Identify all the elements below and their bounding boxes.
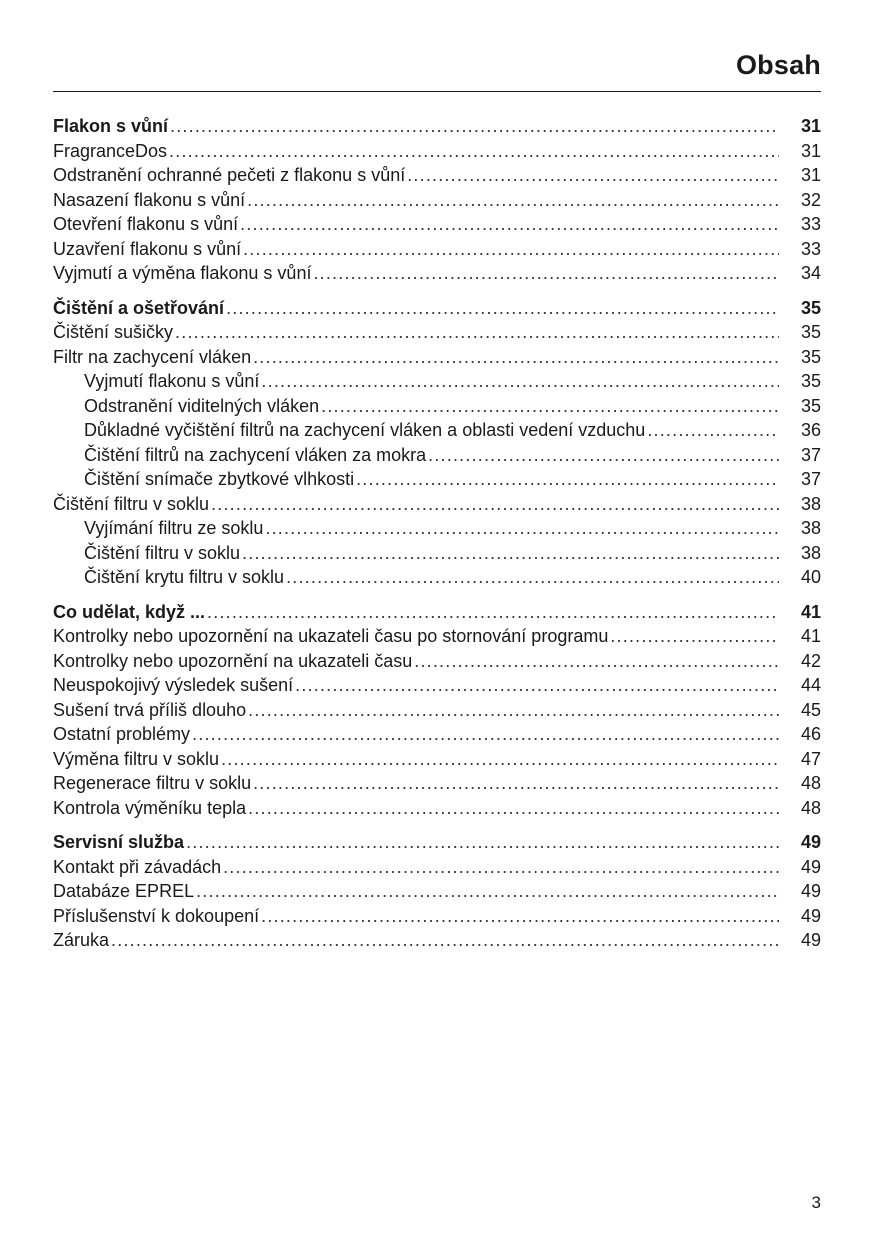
toc-entry-title: Kontrolky nebo upozornění na ukazateli času po stornování programu <box>53 626 609 646</box>
toc-dot-leader <box>248 698 779 723</box>
toc-entry-page: 48 <box>800 773 821 793</box>
toc-entry[interactable] <box>53 855 821 880</box>
toc-dot-leader <box>261 369 779 394</box>
toc-entry-title: Sušení trvá příliš dlouho <box>53 699 247 720</box>
toc-entry-title: Příslušenství k dokoupení <box>53 905 260 926</box>
toc-entry-title: Servisní služba <box>53 832 185 852</box>
toc-entry-page: 46 <box>800 724 821 744</box>
title-divider <box>53 91 821 92</box>
toc-section <box>53 296 821 590</box>
toc-dot-leader <box>407 163 779 188</box>
toc-dot-leader <box>321 394 779 419</box>
toc-dot-leader <box>253 771 779 796</box>
toc-entry-title: Výměna filtru v soklu <box>53 748 220 769</box>
page-number: 3 <box>811 1193 821 1212</box>
toc-entry-title: Uzavření flakonu s vůní <box>53 238 242 259</box>
toc-entry[interactable] <box>53 649 821 674</box>
toc-entry-title: Čištění snímače zbytkové vlhkosti <box>84 469 355 489</box>
toc-entry-page: 48 <box>800 797 821 818</box>
toc-entry[interactable] <box>53 237 821 262</box>
toc-entry-page: 37 <box>800 444 821 465</box>
toc-entry-title: Flakon s vůní <box>53 116 169 136</box>
toc-entry-page: 35 <box>800 395 821 416</box>
toc-dot-leader <box>175 320 779 345</box>
toc-dot-leader <box>192 722 779 747</box>
toc-entry-page: 41 <box>800 601 821 622</box>
toc-dot-leader <box>226 296 779 321</box>
toc-dot-leader <box>610 624 779 649</box>
toc-dot-leader <box>356 467 779 492</box>
toc-dot-leader <box>428 443 779 468</box>
toc-entry[interactable] <box>53 879 821 904</box>
toc-dot-leader <box>248 796 779 821</box>
toc-entry-page: 49 <box>800 881 821 901</box>
toc-entry-title: FragranceDos <box>53 140 168 161</box>
toc-entry-title: Kontrola výměníku tepla <box>53 797 247 818</box>
toc-entry-title: Čištění a ošetřování <box>53 297 225 318</box>
toc-entry-page: 38 <box>800 542 821 563</box>
toc-section <box>53 600 821 821</box>
toc-section-heading[interactable] <box>53 296 821 321</box>
toc-entry-title: Čištění sušičky <box>53 322 174 342</box>
toc-dot-leader <box>286 565 779 590</box>
toc-entry-page: 42 <box>800 650 821 671</box>
toc-entry-title: Důkladné vyčištění filtrů na zachycení vláken a oblasti vedení vzduchu <box>84 420 646 440</box>
toc-entry-title: Filtr na zachycení vláken <box>53 346 252 367</box>
toc-entry-page: 35 <box>800 346 821 367</box>
toc-entry-page: 31 <box>800 116 821 136</box>
toc-entry[interactable] <box>53 673 821 698</box>
toc-entry[interactable] <box>53 904 821 929</box>
toc-entry-page: 33 <box>800 238 821 259</box>
toc-entry[interactable] <box>53 369 821 394</box>
toc-entry-title: Otevření flakonu s vůní <box>53 214 239 234</box>
toc-dot-leader <box>223 855 779 880</box>
toc-entry-page: 41 <box>800 626 821 646</box>
toc-dot-leader <box>647 418 779 443</box>
toc-dot-leader <box>221 747 779 772</box>
toc-entry-page: 31 <box>800 165 821 185</box>
toc-entry-page: 45 <box>800 699 821 720</box>
toc-entry-page: 35 <box>800 322 821 342</box>
toc-dot-leader <box>265 516 779 541</box>
toc-dot-leader <box>243 237 779 262</box>
toc-entry-page: 40 <box>800 567 821 587</box>
toc-entry-title: Čištění krytu filtru v soklu <box>84 567 285 587</box>
toc-entry-title: Regenerace filtru v soklu <box>53 773 252 793</box>
toc-dot-leader <box>207 600 779 625</box>
toc-entry-title: Neuspokojivý výsledek sušení <box>53 675 294 695</box>
toc-entry-title: Čištění filtrů na zachycení vláken za mokra <box>84 444 427 465</box>
toc-dot-leader <box>242 541 779 566</box>
page-title: Obsah <box>735 50 821 80</box>
toc-entry-page: 32 <box>800 189 821 210</box>
toc-dot-leader <box>295 673 779 698</box>
toc-section <box>53 830 821 953</box>
toc-entry[interactable] <box>53 796 821 821</box>
toc-entry-title: Kontakt při závadách <box>53 856 222 877</box>
toc-dot-leader <box>253 345 779 370</box>
toc-entry-title: Vyjmutí flakonu s vůní <box>84 371 260 391</box>
toc-entry-page: 49 <box>800 930 821 950</box>
toc-dot-leader <box>414 649 779 674</box>
toc-dot-leader <box>211 492 779 517</box>
toc-dot-leader <box>169 139 779 164</box>
toc-dot-leader <box>170 114 779 139</box>
toc-entry-title: Databáze EPREL <box>53 881 195 901</box>
toc-dot-leader <box>247 188 779 213</box>
toc-entry[interactable] <box>53 541 821 566</box>
toc-entry-page: 35 <box>800 371 821 391</box>
toc-entry-title: Čištění filtru v soklu <box>84 542 241 563</box>
toc-entry-page: 36 <box>800 420 821 440</box>
toc-entry-page: 37 <box>800 469 821 489</box>
toc-entry-title: Ostatní problémy <box>53 724 191 744</box>
toc-entry[interactable] <box>53 624 821 649</box>
toc-entry-page: 49 <box>800 856 821 877</box>
toc-entry-page: 38 <box>800 493 821 514</box>
toc-entry[interactable] <box>53 139 821 164</box>
toc-entry-title: Čištění filtru v soklu <box>53 493 210 514</box>
toc-dot-leader <box>186 830 779 855</box>
toc-entry-title: Co udělat, když ... <box>53 601 206 622</box>
toc-dot-leader <box>313 261 779 286</box>
toc-entry-page: 49 <box>800 905 821 926</box>
toc-entry[interactable] <box>53 418 821 443</box>
toc-dot-leader <box>196 879 779 904</box>
toc-entry-page: 49 <box>800 832 821 852</box>
toc-entry-title: Kontrolky nebo upozornění na ukazateli času <box>53 650 413 671</box>
toc-entry[interactable] <box>53 163 821 188</box>
toc-entry-title: Nasazení flakonu s vůní <box>53 189 246 210</box>
toc-entry-title: Vyjímání filtru ze soklu <box>84 518 264 538</box>
toc-entry[interactable] <box>53 698 821 723</box>
toc-dot-leader <box>261 904 779 929</box>
toc-section-heading[interactable] <box>53 600 821 625</box>
toc-entry-page: 34 <box>800 263 821 283</box>
toc-entry[interactable] <box>53 928 821 953</box>
toc-entry-title: Vyjmutí a výměna flakonu s vůní <box>53 263 312 283</box>
toc-entry[interactable] <box>53 516 821 541</box>
toc-entry[interactable] <box>53 345 821 370</box>
toc-entry[interactable] <box>53 747 821 772</box>
toc-section-heading[interactable] <box>53 830 821 855</box>
toc-entry[interactable] <box>53 320 821 345</box>
toc-entry[interactable] <box>53 565 821 590</box>
toc-entry-page: 35 <box>800 297 821 318</box>
toc-entry[interactable] <box>53 492 821 517</box>
toc-entry-page: 31 <box>800 140 821 161</box>
toc-entry-title: Záruka <box>53 930 110 950</box>
toc-entry[interactable] <box>53 443 821 468</box>
toc-entry[interactable] <box>53 261 821 286</box>
table-of-contents <box>53 114 821 963</box>
toc-entry[interactable] <box>53 722 821 747</box>
toc-section-heading[interactable] <box>53 114 821 139</box>
toc-entry[interactable] <box>53 467 821 492</box>
toc-entry-page: 47 <box>800 748 821 769</box>
toc-entry-page: 44 <box>800 675 821 695</box>
toc-entry[interactable] <box>53 188 821 213</box>
toc-entry[interactable] <box>53 771 821 796</box>
toc-dot-leader <box>240 212 779 237</box>
toc-entry-page: 38 <box>800 518 821 538</box>
toc-entry-page: 33 <box>800 214 821 234</box>
toc-entry[interactable] <box>53 394 821 419</box>
toc-entry-title: Odstranění viditelných vláken <box>84 395 320 416</box>
toc-section <box>53 114 821 286</box>
toc-entry-title: Odstranění ochranné pečeti z flakonu s vůní <box>53 165 406 185</box>
toc-dot-leader <box>111 928 779 953</box>
toc-entry[interactable] <box>53 212 821 237</box>
